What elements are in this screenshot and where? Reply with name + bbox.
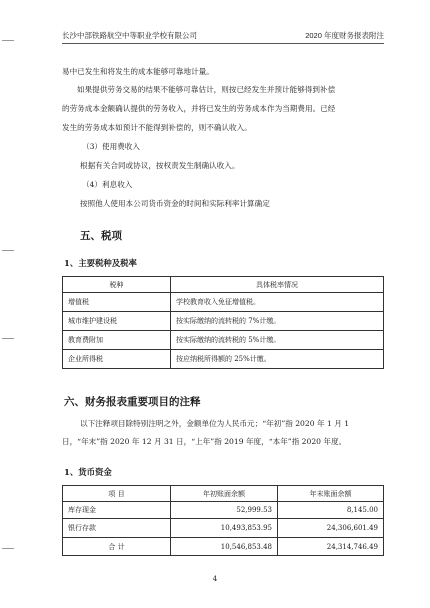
table-cell: 按实际缴纳的流转税的 7%计缴。 <box>171 312 384 331</box>
table-cell: 按实际缴纳的流转税的 5%计缴。 <box>171 331 384 350</box>
subsection-title: （3）使用费收入 <box>82 142 140 151</box>
binding-mark <box>2 548 14 549</box>
subsection-heading-cash: 1、货币资金 <box>64 467 112 477</box>
binding-mark <box>2 40 14 41</box>
table-cell: 教育费附加 <box>63 331 171 350</box>
table-header-cell: 年末账面余额 <box>278 486 384 502</box>
paragraph-line: 以下注释项目除特别注明之外，金额单位为人民币元；“年初”指 2020 年 1 月 1 <box>80 419 350 428</box>
page-header <box>62 29 384 44</box>
table-header-cell: 具体税率情况 <box>171 277 384 293</box>
paragraph-line: 根据有关合同或协议，按权责发生制确认收入。 <box>80 161 240 170</box>
table-cell: 10,546,853.48 <box>171 538 278 556</box>
table-row <box>63 519 384 538</box>
cash-table <box>62 485 384 556</box>
table-header-cell: 税种 <box>63 277 171 293</box>
paragraph-line: 如果提供劳务交易的结果不能够可靠估计，则按已经发生并预计能够得到补偿 <box>77 85 336 94</box>
page-number: 4 <box>212 575 218 583</box>
subsection-title: （4）利息收入 <box>82 180 133 189</box>
paragraph-line: 发生的劳务成本如预计不能得到补偿的，则不确认收入。 <box>62 123 252 132</box>
header-report-title: 2020 年度财务报表附注 <box>305 31 384 40</box>
paragraph-line: 的劳务成本金额确认提供的劳务收入，并将已发生的劳务成本作为当期费用。已经 <box>62 104 336 113</box>
table-row <box>63 331 384 350</box>
table-cell: 企业所得税 <box>63 350 171 369</box>
table-cell: 52,999.53 <box>171 502 278 519</box>
paragraph-line: 按照他人使用本公司货币资金的时间和实际利率计算确定 <box>80 199 270 208</box>
table-cell: 24,314,746.49 <box>278 538 384 556</box>
section-heading-tax: 五、税项 <box>80 230 122 242</box>
table-row <box>63 350 384 369</box>
paragraph-line: 日，“年末”指 2020 年 12 月 31 日，“上年”指 2019 年度，“本年”指 2020 年度。 <box>62 437 347 446</box>
subsection-heading-tax-rates: 1、主要税种及税率 <box>64 258 137 268</box>
table-cell: 按应纳税所得额的 25%计缴。 <box>171 350 384 369</box>
table-cell: 8,145.00 <box>278 502 384 519</box>
table-cell: 10,493,853.95 <box>171 519 278 538</box>
header-company: 长沙中部铁路航空中等职业学校有限公司 <box>62 31 197 40</box>
table-total-row <box>63 538 384 556</box>
table-cell: 库存现金 <box>63 502 171 519</box>
table-cell: 合 计 <box>63 538 171 556</box>
binding-mark <box>2 250 14 251</box>
table-row <box>63 312 384 331</box>
table-cell: 增值税 <box>63 293 171 312</box>
table-header-row <box>63 277 384 293</box>
table-cell: 24,306,601.49 <box>278 519 384 538</box>
section-heading-notes: 六、财务报表重要项目的注释 <box>64 396 201 408</box>
table-header-cell: 项 目 <box>63 486 171 502</box>
table-cell: 银行存款 <box>63 519 171 538</box>
table-cell: 城市维护建设税 <box>63 312 171 331</box>
table-header-cell: 年初账面余额 <box>171 486 278 502</box>
table-header-row <box>63 486 384 502</box>
binding-mark <box>2 338 14 339</box>
table-row <box>63 502 384 519</box>
tax-table <box>62 276 384 369</box>
table-cell: 学校教育收入免征增值税。 <box>171 293 384 312</box>
table-row <box>63 293 384 312</box>
paragraph-line: 易中已发生和将发生的成本能够可靠地计量。 <box>62 67 214 76</box>
